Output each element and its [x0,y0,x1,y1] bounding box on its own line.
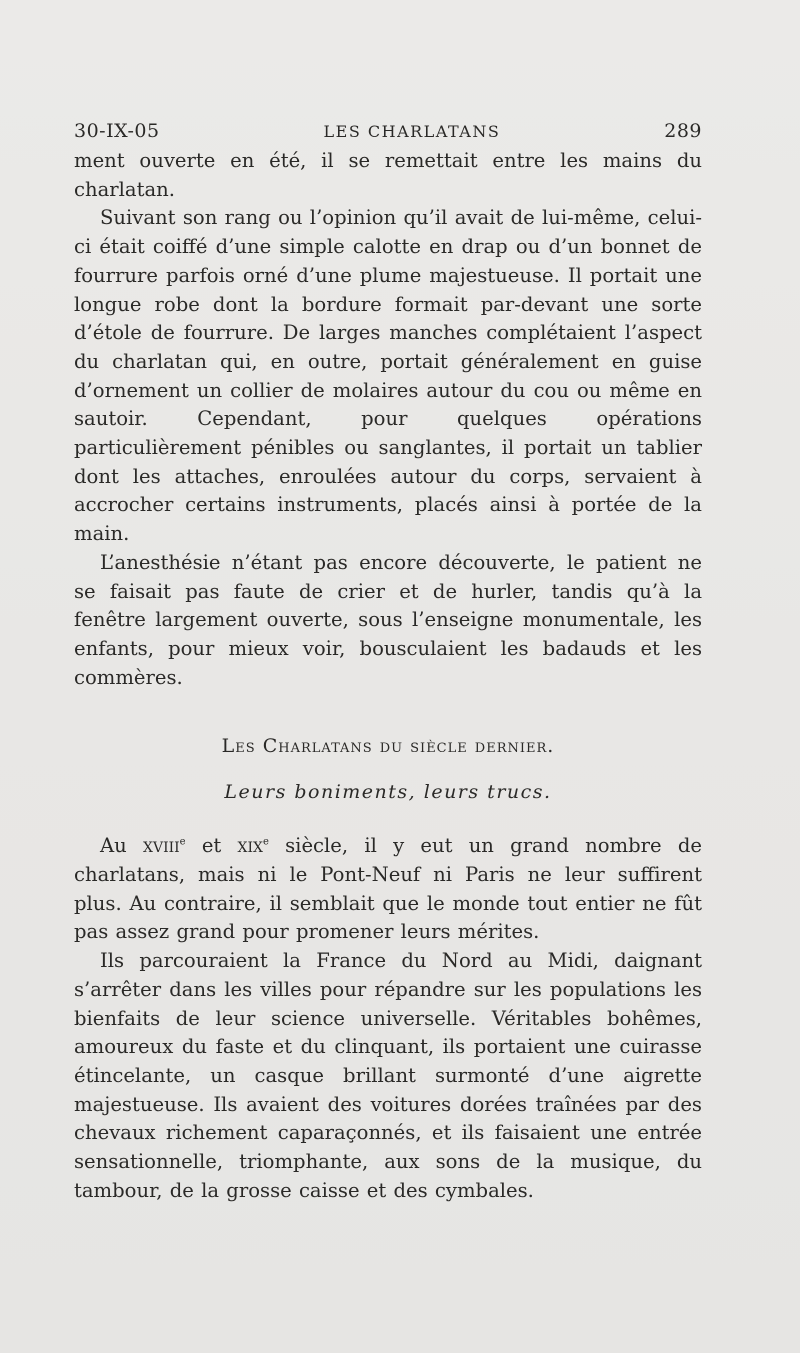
centuries-prefix: Au [100,834,143,858]
page-number: 289 [664,120,702,142]
running-head-date: 30-IX-05 [74,120,160,142]
section-heading: Les Charlatans du siècle dernier. [221,735,555,758]
section-subheading: Leurs boniments, leurs trucs. [224,781,552,804]
running-head [74,116,702,147]
running-head-title: LES CHARLATANS [323,122,501,141]
centuries-rest: siècle, il y eut un grand nombre de charlatans, mais ni le Pont-Neuf ni Paris ne leur suffirent plus. Au contraire, il semblait que le monde tout entier ne fût pas assez grand pour promener leurs mérites. [74,834,702,944]
centuries-mid: et [185,834,238,858]
paragraph-travels: Ils parcouraient la France du Nord au Midi, daignant s’arrêter dans les villes pour répandre sur les populations les bienfaits de leur science universelle. Véritables bohêmes, amoureux du faste et du clinquant, ils portaient une cuirasse étincelante, un casque brillant surmonté d’une aigrette majestueuse. Ils avaient des voitures dorées traînées par des chevaux richement caparaçonnés, et ils faisaient une entrée sensationnelle, triomphante, aux sons de la musique, du tambour, de la grosse caisse et des cymbales. [74,949,702,1202]
paragraph-costume: Suivant son rang ou l’opinion qu’il avait de lui-même, celui-ci était coiffé d’une simple calotte en drap ou d’un bonnet de fourrure parfois orné d’une plume majestueuse. Il portait une longue robe dont la bordure formait par-devant une sorte d’étole de fourrure. De larges manches complétaient l’aspect du charlatan qui, en outre, portait généralement en guise d’ornement un collier de molaires autour du cou ou même en sautoir. Cependant, pour quelques opérations particulièrement pénibles ou sanglantes, il portait un tablier dont les attaches, enroulées autour du corps, servaient à accrocher certains instruments, placés ainsi à portée de la main. [74,206,702,546]
body-text [74,147,702,1206]
century-18-sup: e [179,836,186,848]
paragraph-anesthesia: L’anesthésie n’étant pas encore découverte, le patient ne se faisait pas faute de crier et de hurler, tandis qu’à la fenêtre largement ouverte, sous l’enseigne monumentale, les enfants, pour mieux voir, bousculaient les badauds et les commères. [74,550,702,689]
century-19: xix [237,834,263,858]
century-19-sup: e [262,836,269,848]
paragraph-centuries [74,832,702,947]
century-18: xviii [143,834,180,858]
page-text-block [74,116,702,1206]
paragraph-continuation: ment ouverte en été, il se remettait entre les mains du charlatan. [74,149,702,201]
